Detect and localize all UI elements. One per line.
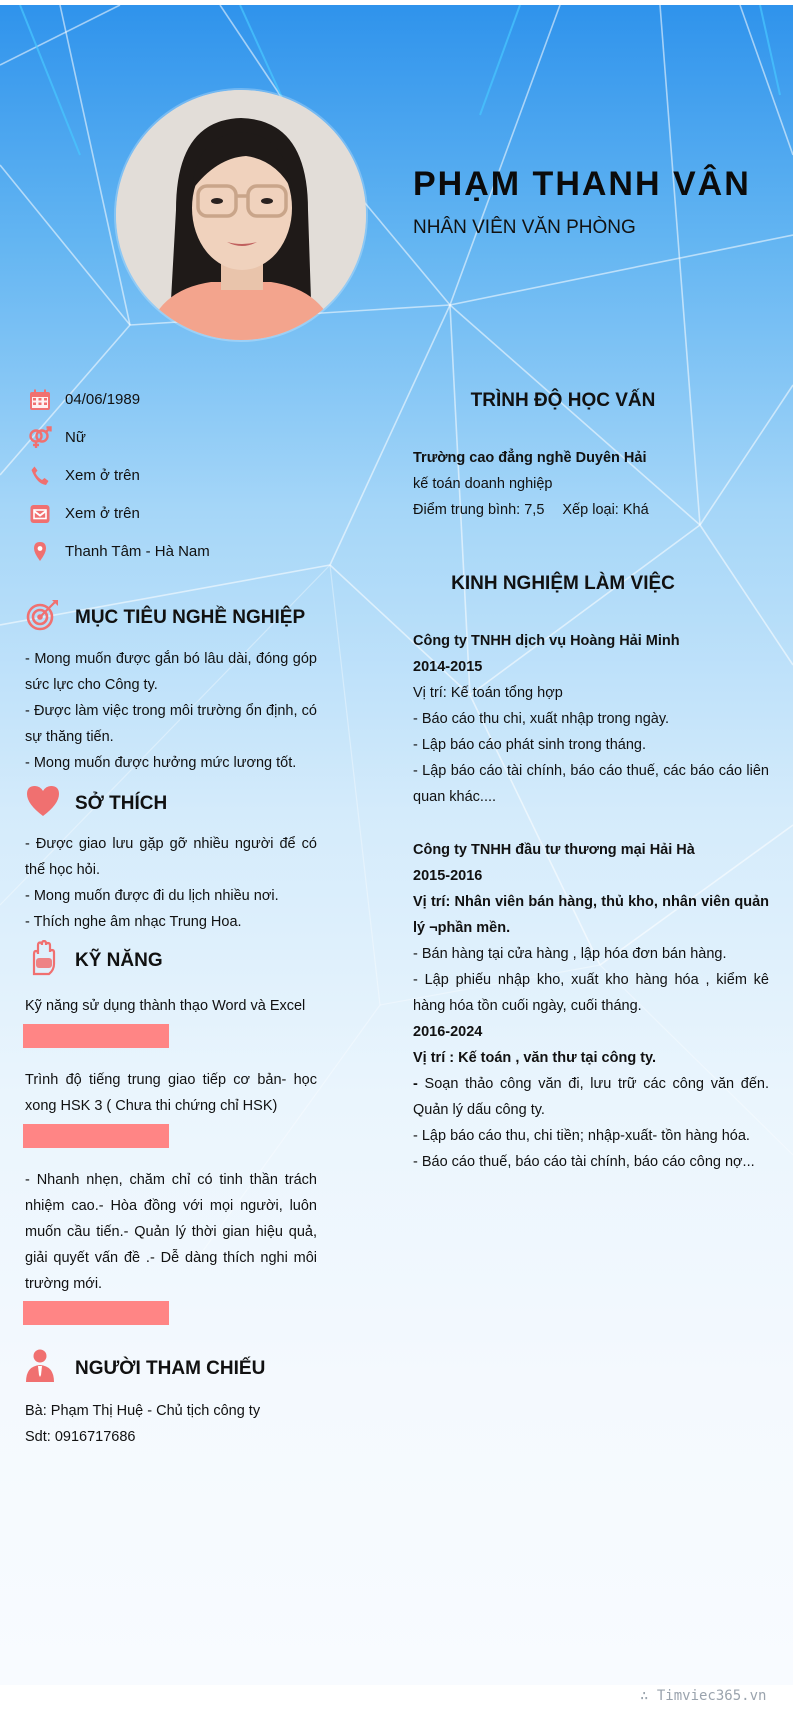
skill-item (25, 1167, 317, 1297)
address-text: Thanh Tâm - Hà Nam (65, 543, 210, 560)
gender-text: Nữ (65, 429, 86, 446)
job-position: Vị trí: Nhân viên bán hàng, thủ kho, nhân viên quản lý ¬phần mền. (413, 894, 769, 936)
references-text (25, 1398, 317, 1450)
skill-item (25, 1067, 317, 1119)
reference-line: Sdt: 0916717686 (25, 1429, 136, 1445)
job-duty: - Bán hàng tại cửa hàng , lập hóa đơn bán hàng. (413, 946, 727, 962)
job-duty: - Lập báo cáo thu, chi tiền; nhập-xuất- tồn hàng hóa. (413, 1128, 750, 1144)
contact-gender (25, 425, 345, 451)
cv-page (0, 5, 793, 1685)
email-icon (28, 502, 52, 526)
skill-text: - Nhanh nhẹn, chăm chỉ có tinh thần trách nhiệm cao.- Hòa đồng với mọi người, luôn muốn cầu tiến.- Quản lý thời gian hiệu quả, giải quyết vấn đề .- Dễ dàng thích nghi môi trường mới. (25, 1172, 317, 1292)
education-rank: Xếp loại: Khá (562, 502, 649, 518)
hobby-line: - Mong muốn được đi du lịch nhiều nơi. (25, 888, 279, 904)
job-title: NHÂN VIÊN VĂN PHÒNG (413, 217, 636, 238)
hobbies-title: SỞ THÍCH (75, 793, 168, 814)
duty-dash: - (413, 1076, 418, 1092)
job-period: 2016-2024 (413, 1024, 483, 1040)
job-duty: - Lập báo cáo tài chính, báo cáo thuế, các báo cáo liên quan khác.... (413, 763, 769, 805)
skill-level-bar (23, 1024, 169, 1048)
career-goal-text (25, 646, 317, 776)
skill-text: Kỹ năng sử dụng thành thạo Word và Excel (25, 998, 306, 1014)
phone-icon (28, 464, 52, 488)
job-period: 2015-2016 (413, 868, 483, 884)
job-duty: - Báo cáo thuế, báo cáo tài chính, báo cáo công nợ... (413, 1154, 755, 1170)
email-text: Xem ở trên (65, 505, 140, 522)
skill-level-bar (23, 1301, 169, 1325)
target-icon (25, 597, 61, 633)
profile-photo (116, 90, 366, 340)
job-company: Công ty TNHH dịch vụ Hoàng Hải Minh (413, 633, 680, 649)
career-goal-line: - Mong muốn được gắn bó lâu dài, đóng góp sức lực cho Công ty. (25, 651, 317, 693)
education-scores (413, 497, 769, 523)
hobbies-text (25, 831, 317, 935)
job-duty (413, 1071, 769, 1123)
job-position: Vị trí: Kế toán tổng hợp (413, 685, 563, 701)
job-company: Công ty TNHH đầu tư thương mại Hải Hà (413, 842, 695, 858)
phone-text: Xem ở trên (65, 467, 140, 484)
calendar-icon (28, 388, 52, 412)
skill-text: Trình độ tiếng trung giao tiếp cơ bản- học xong HSK 3 ( Chưa thi chứng chỉ HSK) (25, 1072, 317, 1114)
hobby-line: - Thích nghe âm nhạc Trung Hoa. (25, 914, 242, 930)
heart-icon (25, 783, 61, 819)
contact-email (25, 501, 345, 527)
contact-phone (25, 463, 345, 489)
education-title: TRÌNH ĐỘ HỌC VẤN (470, 390, 656, 411)
job-duty: - Lập báo cáo phát sinh trong tháng. (413, 737, 646, 753)
job-entry-2 (413, 837, 769, 1175)
career-goal-line: - Mong muốn được hưởng mức lương tốt. (25, 755, 297, 771)
career-goal-heading (25, 597, 345, 637)
contact-address (25, 539, 345, 565)
profile-portrait-image (116, 90, 366, 340)
gender-icon (28, 426, 52, 450)
hobbies-heading (25, 783, 345, 823)
birthday-text: 04/06/1989 (65, 391, 141, 408)
job-duty: - Lập phiếu nhập kho, xuất kho hàng hóa , kiểm kê hàng hóa tồn cuối ngày, cuối tháng. (413, 972, 769, 1014)
skills-title: KỸ NĂNG (75, 950, 163, 971)
contact-birthday (25, 387, 345, 413)
references-heading (25, 1348, 345, 1388)
site-watermark: ∴ Timviec365.vn (640, 1688, 767, 1704)
person-icon (25, 1348, 61, 1384)
job-position: Vị trí : Kế toán , văn thư tại công ty. (413, 1050, 657, 1066)
references-title: NGƯỜI THAM CHIẾU (75, 1358, 266, 1379)
experience-title: KINH NGHIỆM LÀM VIỆC (451, 573, 675, 594)
education-school: Trường cao đẳng nghề Duyên Hải (413, 450, 647, 466)
candidate-name: PHẠM THANH VÂN (413, 165, 751, 203)
job-duty: - Báo cáo thu chi, xuất nhập trong ngày. (413, 711, 670, 727)
job-entry-1 (413, 628, 769, 810)
reference-line: Bà: Phạm Thị Huệ - Chủ tịch công ty (25, 1403, 261, 1419)
location-pin-icon (28, 540, 52, 564)
education-details (413, 445, 769, 523)
hobby-line: - Được giao lưu gặp gỡ nhiều người để có thể học hỏi. (25, 836, 317, 878)
skill-item (25, 993, 317, 1019)
duty-text: Soạn thảo công văn đi, lưu trữ các công văn đến. Quản lý dấu công ty. (413, 1076, 769, 1118)
career-goal-title: MỤC TIÊU NGHỀ NGHIỆP (75, 607, 306, 628)
education-gpa: Điểm trung bình: 7,5 (413, 502, 545, 518)
job-period: 2014-2015 (413, 659, 483, 675)
raised-hand-icon (25, 940, 61, 976)
skill-level-bar (23, 1124, 169, 1148)
skills-heading (25, 940, 345, 980)
career-goal-line: - Được làm việc trong môi trường ổn định, có sự thăng tiến. (25, 703, 317, 745)
education-major: kế toán doanh nghiệp (413, 476, 553, 492)
